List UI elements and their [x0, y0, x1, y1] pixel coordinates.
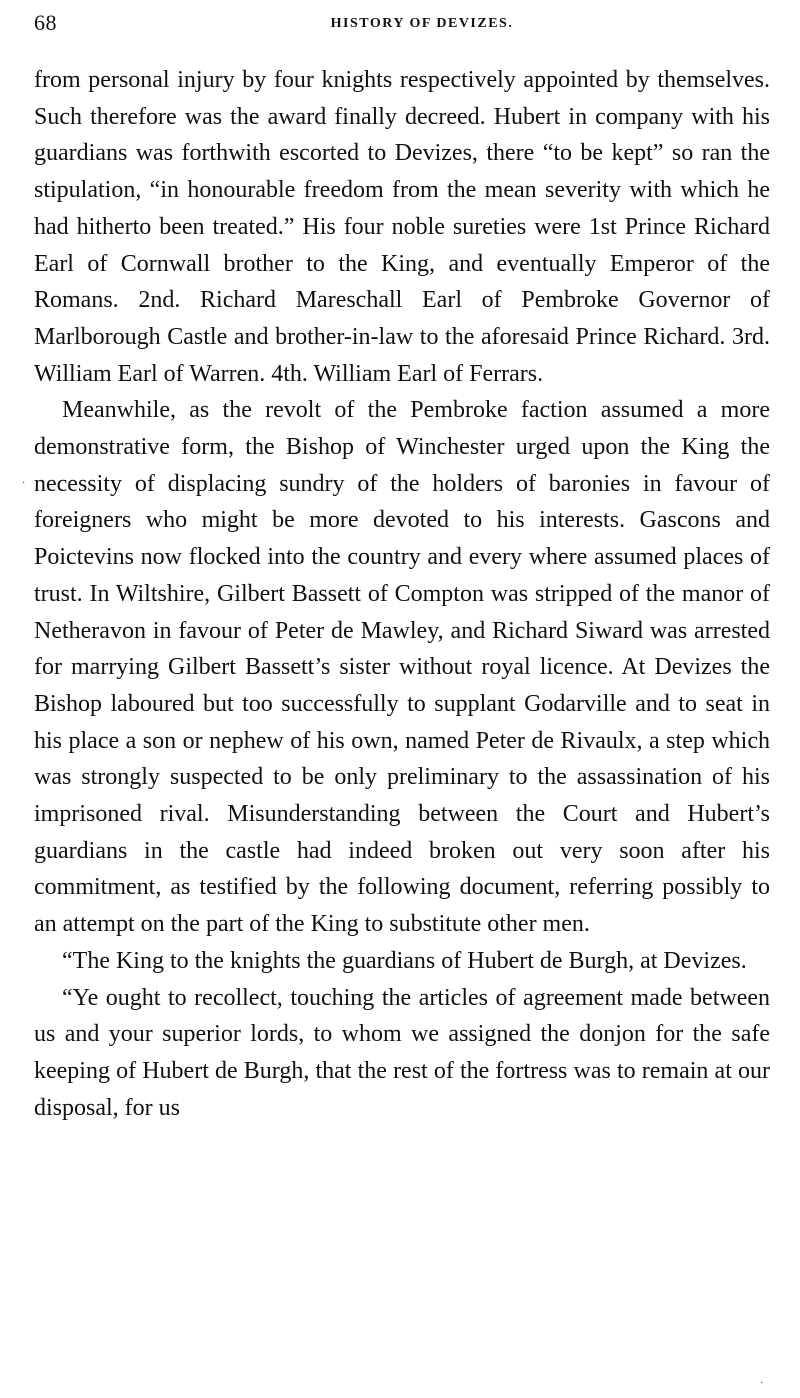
page-number: 68 — [34, 10, 57, 35]
margin-speck: · — [22, 478, 26, 489]
body-text — [34, 62, 770, 1126]
paragraph-2: Meanwhile, as the revolt of the Pembroke faction assumed a more demonstrative form, the Bishop of Winchester urged upon the King the necessity of displacing sundry of the holders of baronies in favour of foreigners who might be more devoted to his interests. Gascons and Poictevins now flocked into the country and every where assumed places of trust. In Wiltshire, Gilbert Bassett of Compton was stripped of the manor of Netheravon in favour of Peter de Mawley, and Richard Siward was arrested for marrying Gilbert Bassett’s sister without royal licence. At Devizes the Bishop laboured but too successfully to supplant Godarville and to seat in his place a son or nephew of his own, named Peter de Rivaulx, a step which was strongly suspected to be only preliminary to the assassination of his imprisoned rival. Misunderstanding between the Court and Hubert’s guardians in the castle had indeed broken out very soon after his commitment, as testified by the following document, referring possibly to an attempt on the part of the King to substitute other men. — [34, 397, 770, 938]
book-page — [34, 8, 770, 1126]
paragraph-4: “Ye ought to recollect, touching the articles of agreement made between us and your superior lords, to whom we assigned the donjon for the safe keeping of Hubert de Burgh, that the rest of the fortress was to remain at our disposal, for us — [34, 984, 770, 1121]
running-head — [34, 8, 770, 44]
page-corner-speck: · — [760, 1378, 764, 1389]
paragraph-1: from personal injury by four knights respectively appointed by themselves. Such therefore was the award finally decreed. Hubert in company with his guardians was forthwith escorted to Devizes, there “to be kept” so ran the stipulation, “in honourable freedom from the mean severity with which he had hitherto been treated.” His four noble sureties were 1st Prince Richard Earl of Cornwall brother to the King, and eventually Emperor of the Romans. 2nd. Richard Mareschall Earl of Pembroke Governor of Marlborough Castle and brother-in-law to the aforesaid Prince Richard. 3rd. William Earl of Warren. 4th. William Earl of Ferrars. — [34, 67, 770, 387]
paragraph-3: “The King to the knights the guardians of Hubert de Burgh, at Devizes. — [62, 947, 747, 974]
running-title: HISTORY OF DEVIZES. — [330, 16, 514, 31]
